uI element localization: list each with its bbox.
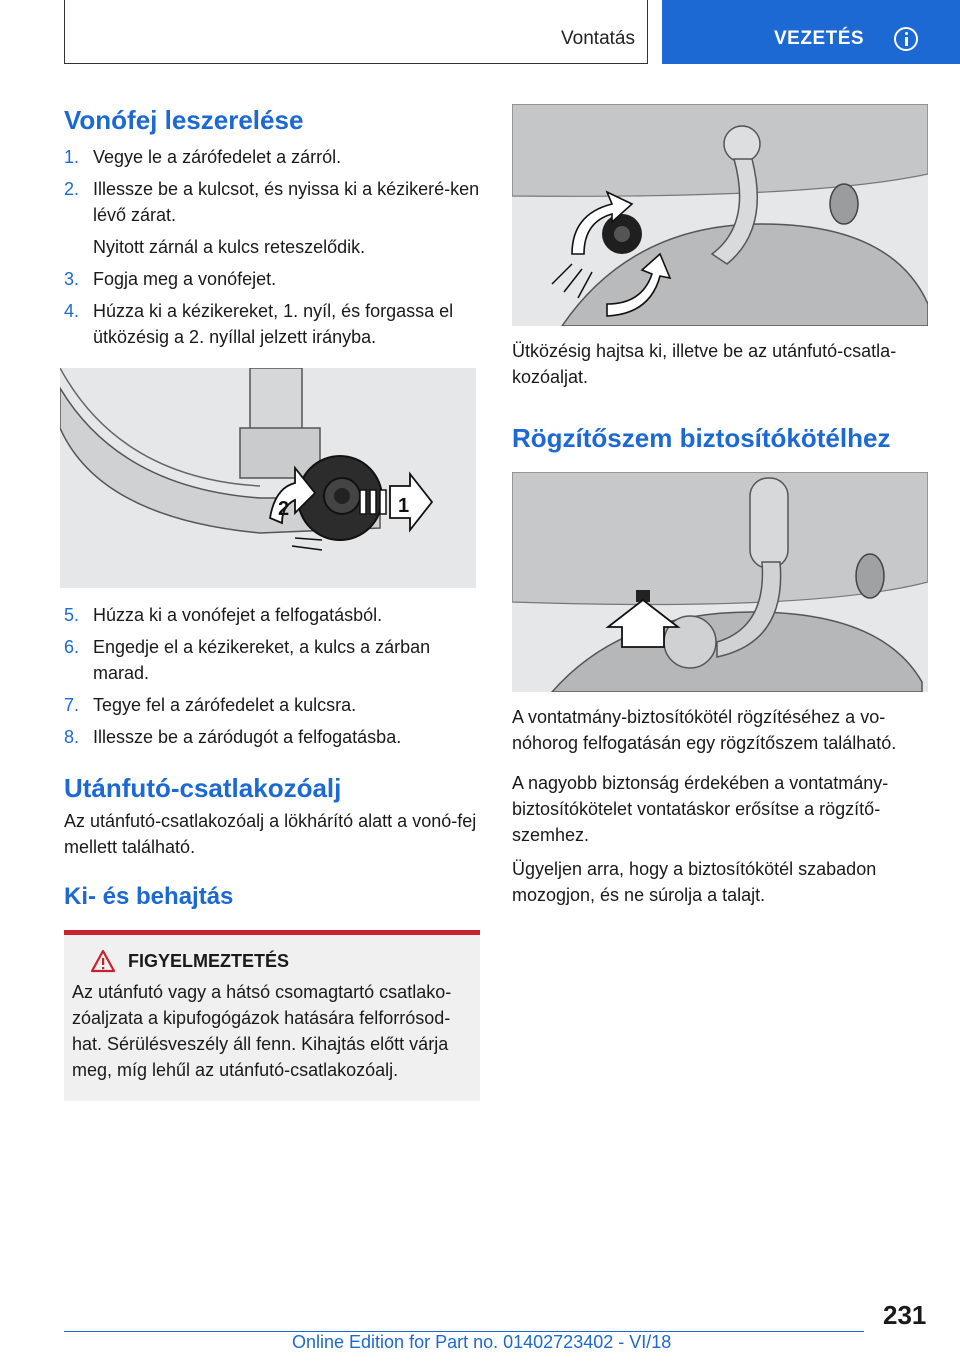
footer-edition[interactable]: Online Edition for Part no. 01402723402 - VI/18 bbox=[292, 1332, 672, 1352]
step-text: Húzza ki a vonófejet a felfogatásból. bbox=[93, 605, 383, 625]
section-title-trailer-socket: Utánfutó-csatlakozóalj bbox=[64, 773, 342, 803]
list-item bbox=[64, 692, 480, 718]
section-title-fold-out: Ki- és behajtás bbox=[64, 883, 234, 910]
figure-safety-eye bbox=[512, 472, 928, 692]
step-number: 5. bbox=[64, 605, 80, 625]
left-column bbox=[64, 104, 480, 1101]
step-text: Tegye fel a zárófedelet a kulcsra. bbox=[93, 695, 357, 715]
list-item bbox=[64, 298, 480, 350]
arrow-label-1: 1 bbox=[398, 495, 410, 517]
header-chapter-tab[interactable] bbox=[662, 0, 960, 64]
list-item bbox=[64, 266, 480, 292]
step-number: 8. bbox=[64, 727, 80, 747]
right-column bbox=[512, 104, 928, 908]
step-text: Engedje el a kézikereket, a kulcs a zárban marad. bbox=[93, 637, 431, 683]
page-number: 231 bbox=[883, 1300, 927, 1330]
step-number: 1. bbox=[64, 147, 80, 167]
figure-towball-handwheel bbox=[60, 368, 476, 588]
warning-title: FIGYELMEZTETÉS bbox=[128, 950, 290, 971]
step-number: 2. bbox=[64, 179, 80, 199]
warning-box bbox=[64, 930, 480, 1101]
towball-handwheel-illustration bbox=[60, 368, 476, 588]
figure-trailer-socket bbox=[512, 104, 928, 326]
section-title-remove-towball: Vonófej leszerelése bbox=[64, 105, 304, 135]
safety-eye-illustration bbox=[512, 472, 928, 692]
paragraph-trailer-socket: Az utánfutó-csatlakozóalj a lökhárító alatt a vonó‐fej mellett található. bbox=[64, 811, 477, 857]
paragraph-safety-cable: Ügyeljen arra, hogy a biztosítókötél szabadon mozogjon, és ne súrolja a talajt. bbox=[512, 859, 877, 905]
steps-list-1 bbox=[64, 144, 480, 350]
step-number: 6. bbox=[64, 637, 80, 657]
header-section-box bbox=[64, 0, 648, 64]
step-number: 4. bbox=[64, 301, 80, 321]
list-item bbox=[64, 144, 480, 170]
list-item bbox=[64, 602, 480, 628]
paragraph-safety-eye-location: A vontatmány-biztosítókötél rögzítéséhez a vo‐nóhorog felfogatásán egy rögzítőszem található. bbox=[512, 707, 897, 753]
step-text: Fogja meg a vonófejet. bbox=[93, 269, 277, 289]
arrow-label-2: 2 bbox=[278, 498, 290, 520]
step-subtext: Nyitott zárnál a kulcs reteszelődik. bbox=[93, 237, 366, 257]
list-item bbox=[64, 724, 480, 750]
trailer-socket-illustration bbox=[512, 104, 928, 326]
header-chapter-title: VEZETÉS bbox=[774, 28, 865, 49]
step-number: 3. bbox=[64, 269, 80, 289]
steps-list-2 bbox=[64, 602, 480, 750]
warning-text: Az utánfutó vagy a hátsó csomagtartó csatlako‐zóaljzata a kipufogógázok hatására felforrósod‐hat. Sérülésveszély áll fenn. Kihajtás előtt várja meg, míg lehűl az utánfutó-csatlakozóalj. bbox=[72, 982, 452, 1080]
caption-fold-out: Ütközésig hajtsa ki, illetve be az utánfutó-csatla‐kozóaljat. bbox=[512, 341, 897, 387]
list-item bbox=[64, 176, 480, 260]
step-text: Vegye le a zárófedelet a zárról. bbox=[93, 147, 342, 167]
list-item bbox=[64, 634, 480, 686]
step-text: Húzza ki a kézikereket, 1. nyíl, és forgassa el ütközésig a 2. nyíllal jelzett irányba. bbox=[93, 301, 454, 347]
header-section-title: Vontatás bbox=[561, 28, 635, 49]
section-title-safety-eye: Rögzítőszem biztosítókötélhez bbox=[512, 423, 891, 453]
warning-heading bbox=[72, 949, 472, 973]
warning-triangle-icon bbox=[90, 949, 116, 973]
info-icon[interactable] bbox=[894, 27, 918, 51]
step-number: 7. bbox=[64, 695, 80, 715]
step-text: Illessze be a záródugót a felfogatásba. bbox=[93, 727, 402, 747]
step-text: Illessze be a kulcsot, és nyissa ki a kézikeré‐ken lévő zárat. bbox=[93, 179, 480, 225]
paragraph-safety-attach: A nagyobb biztonság érdekében a vontatmány-biztosítókötelet vontatáskor erősítse a rögzítő‐szemhez. bbox=[512, 773, 889, 845]
